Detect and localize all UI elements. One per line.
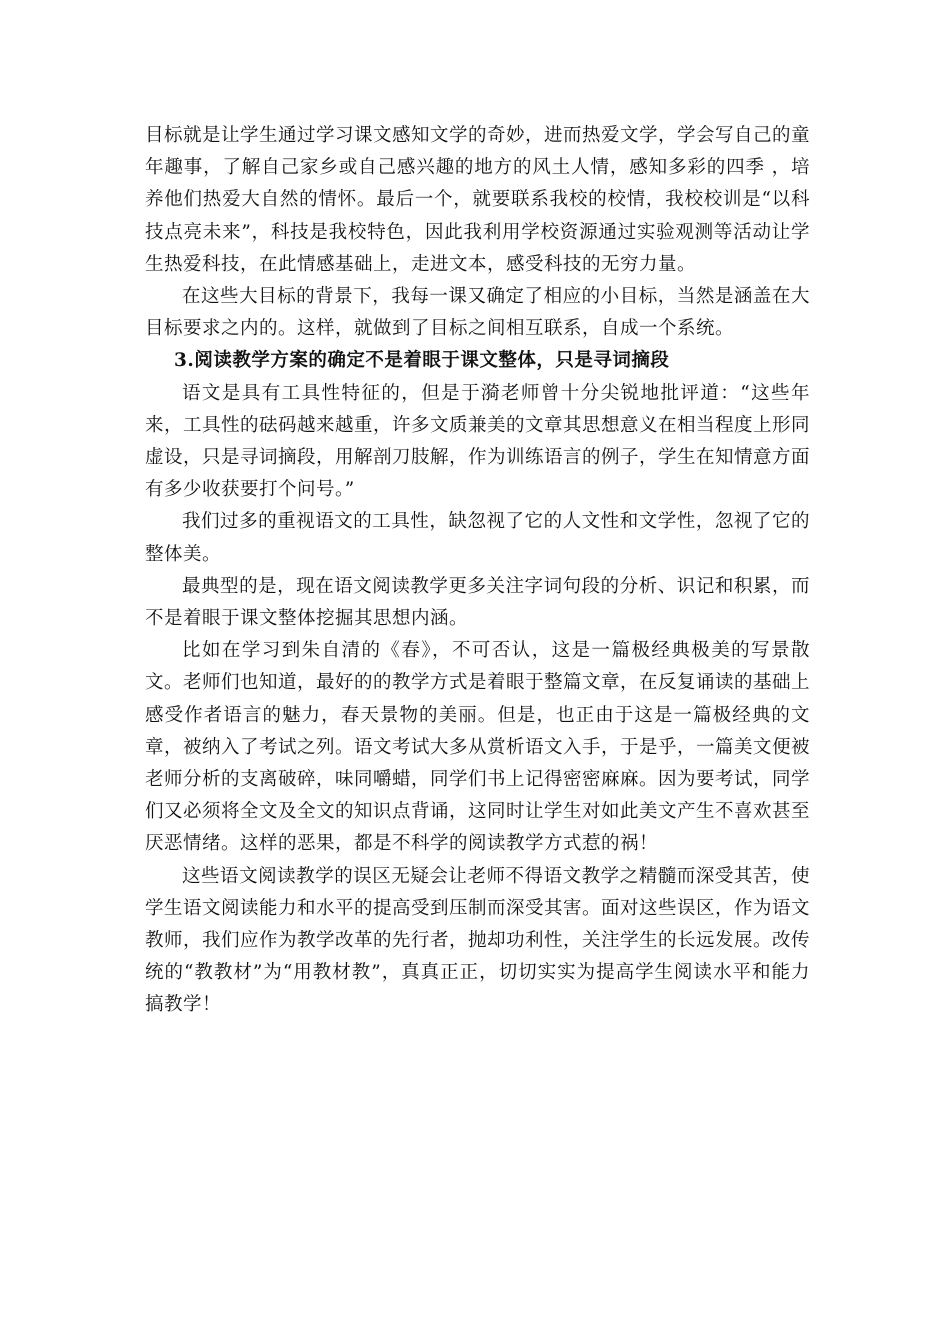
paragraph-3: 语文是具有工具性特征的，但是于漪老师曾十分尖锐地批评道：“这些年来，工具性的砝码越来越重，许多文质兼美的文章其思想意义在相当程度上形同虚设，只是寻词摘段，用解剖刀肢解，作为训练语言的例子，学生在知情意方面有多少收获要打个问号。” <box>145 382 811 501</box>
document-body <box>145 120 810 1022</box>
paragraph-6: 比如在学习到朱自清的《春》，不可否认，这是一篇极经典极美的写景散文。老师们也知道，最好的的教学方式是着眼于整篇文章，在反复诵读的基础上感受作者语言的魅力，春天景物的美丽。但是，也正由于这是一篇极经典的文章，被纳入了考试之列。语文考试大多从赏析语文入手，于是乎，一篇美文便被老师分析的支离破碎，味同嚼蜡，同学们书上记得密密麻麻。因为要考试，同学们又必须将全文及全文的知识点背诵，这同时让学生对如此美文产生不喜欢甚至厌恶情绪。这样的恶果，都是不科学的阅读教学方式惹的祸！ <box>145 640 811 855</box>
paragraph-4: 我们过多的重视语文的工具性，缺忽视了它的人文性和文学性，忽视了它的整体美。 <box>145 511 810 565</box>
paragraph-1: 目标就是让学生通过学习课文感知文学的奇妙，进而热爱文学，学会写自己的童年趣事，了解自己家乡或自己感兴趣的地方的风土人情，感知多彩的四季 ，培养他们热爱大自然的情怀。最后一个，就要联系我校的校情，我校校训是“以科技点亮未来”，科技是我校特色，因此我利用学校资源通过实验观测等活动让学生热爱科技，在此情感基础上，走进文本，感受科技的无穷力量。 <box>145 125 811 275</box>
paragraph-5: 最典型的是，现在语文阅读教学更多关注字词句段的分析、识记和积累，而不是着眼于课文整体挖掘其思想内涵。 <box>145 575 810 630</box>
paragraph-7: 这些语文阅读教学的误区无疑会让老师不得语文教学之精髓而深受其苦，使学生语文阅读能力和水平的提高受到压制而深受其害。面对这些误区，作为语文教师，我们应作为教学改革的先行者，抛却功利性，关注学生的长远发展。改传统的“教教材”为“用教材教”，真真正正，切切实实为提高学生阅读水平和能力搞教学！ <box>145 865 811 1016</box>
paragraph-2: 在这些大目标的背景下，我每一课又确定了相应的小目标，当然是涵盖在大目标要求之内的。这样，就做到了目标之间相互联系，自成一个系统。 <box>145 286 810 340</box>
section-heading: 3.阅读教学方案的确定不是着眼于课文整体，只是寻词摘段 <box>174 350 670 372</box>
